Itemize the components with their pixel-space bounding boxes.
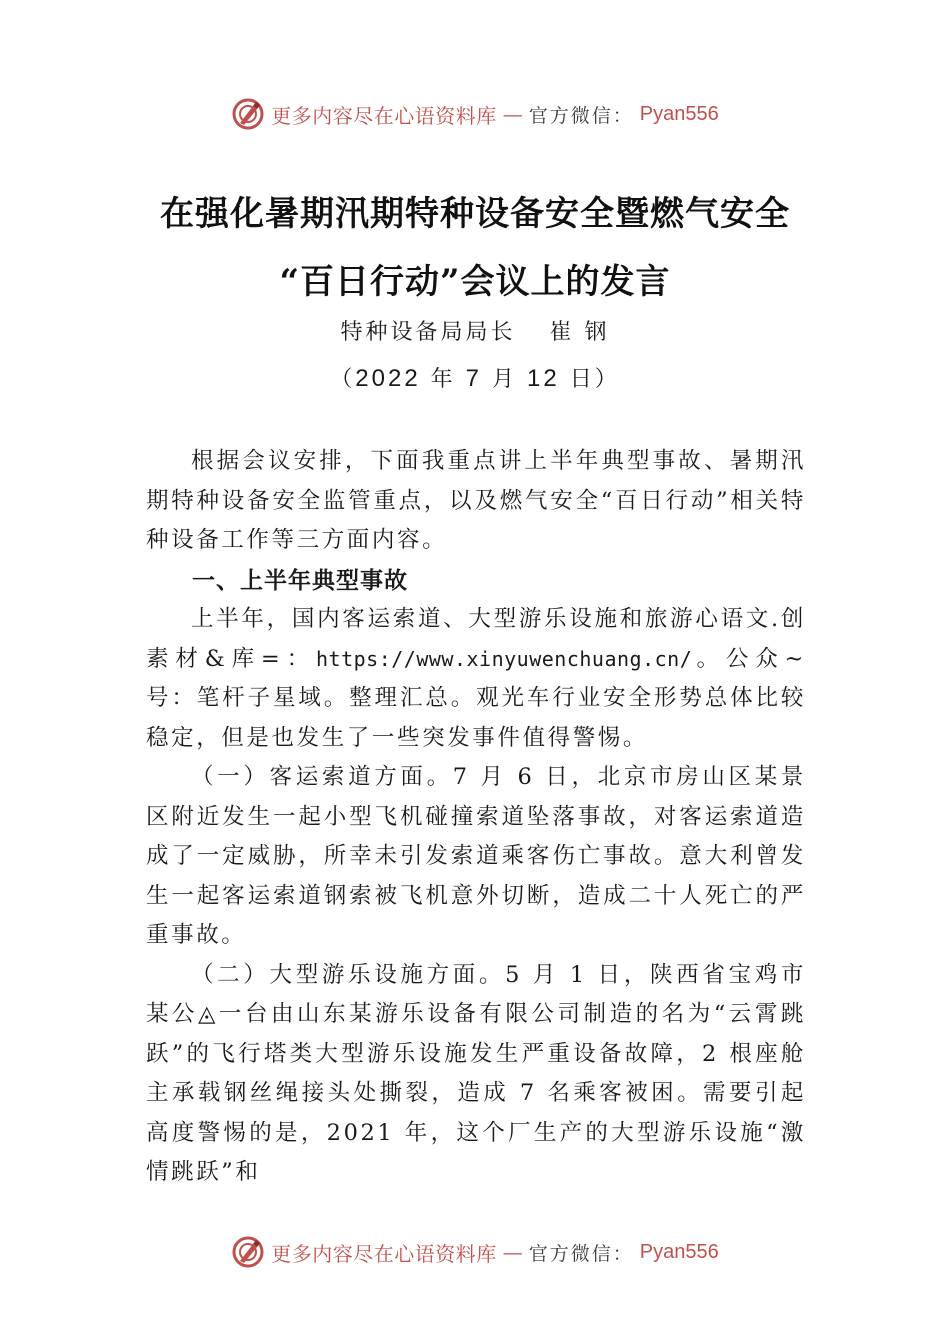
watermark-wechat-id: Pyan556: [639, 1240, 719, 1263]
date-year-unit: 年: [420, 367, 466, 392]
watermark-banner-top: [0, 94, 950, 134]
paragraph-first-half-text-a: 上半年，国内客运索道、大型游乐设施和旅游心语文.创素材&库=：: [146, 606, 806, 672]
source-url-link[interactable]: https://www.xinyuwenchuang.cn/: [316, 646, 693, 671]
author-line: [0, 315, 950, 346]
watermark-dash: —: [502, 1240, 523, 1264]
watermark-brand-text: 更多内容尽在心语资料库: [271, 103, 497, 128]
document-title-line-2: “百日行动”会议上的发言: [279, 262, 671, 302]
date-day: 12: [527, 365, 560, 392]
watermark-brand-text: 更多内容尽在心语资料库: [271, 1241, 497, 1266]
brand-logo-icon: [231, 97, 265, 131]
author-position: 特种设备局局长: [340, 320, 516, 345]
paragraph-first-half-text-b: 。公众~号：笔杆子星域。整理汇总。观光车行业安全形势总体比较稳定，但是也发生了一些突发事件值得警惕。: [146, 645, 806, 751]
date-open-paren: （: [330, 367, 356, 392]
watermark-wechat-id: Pyan556: [639, 102, 719, 125]
watermark-wechat-label: 官方微信：: [528, 1242, 634, 1265]
brand-logo-icon: [231, 1235, 265, 1269]
document-body: [146, 442, 806, 1193]
document-title-line-1: 在强化暑期汛期特种设备安全暨燃气安全: [160, 194, 790, 234]
date-line: [0, 362, 950, 393]
paragraph-first-half-summary: [146, 600, 806, 758]
paragraph-amusement-rides: （二）大型游乐设施方面。5 月 1 日，陕西省宝鸡市某公◬一台由山东某游乐设备有限公司制造的名为“云霄跳跃”的飞行塔类大型游乐设施发生严重设备故障，2 根座舱主承载钢丝绳接头处撕裂，造成 7 名乘客被困。需要引起高度警惕的是，2021 年，这个厂生产的大型游乐设施“激情跳跃”和: [146, 961, 806, 1185]
watermark-banner-bottom: [0, 1232, 950, 1272]
date-year: 2022: [355, 365, 421, 392]
watermark-dash: —: [502, 102, 523, 126]
date-day-unit: 日）: [559, 367, 620, 392]
intro-paragraph: 根据会议安排，下面我重点讲上半年典型事故、暑期汛期特种设备安全监管重点，以及燃气安全“百日行动”相关特种设备工作等三方面内容。: [146, 448, 806, 553]
section-heading-1: 一、上半年典型事故: [192, 566, 408, 593]
author-name: 崔 钢: [549, 320, 610, 345]
date-month-unit: 月: [482, 367, 528, 392]
date-month: 7: [465, 365, 483, 392]
watermark-wechat-label: 官方微信：: [528, 104, 634, 127]
paragraph-ropeway: （一）客运索道方面。7 月 6 日，北京市房山区某景区附近发生一起小型飞机碰撞索道坠落事故，对客运索道造成了一定威胁，所幸未引发索道乘客伤亡事故。意大利曾发生一起客运索道钢索被飞机意外切断，造成二十人死亡的严重事故。: [146, 764, 806, 948]
